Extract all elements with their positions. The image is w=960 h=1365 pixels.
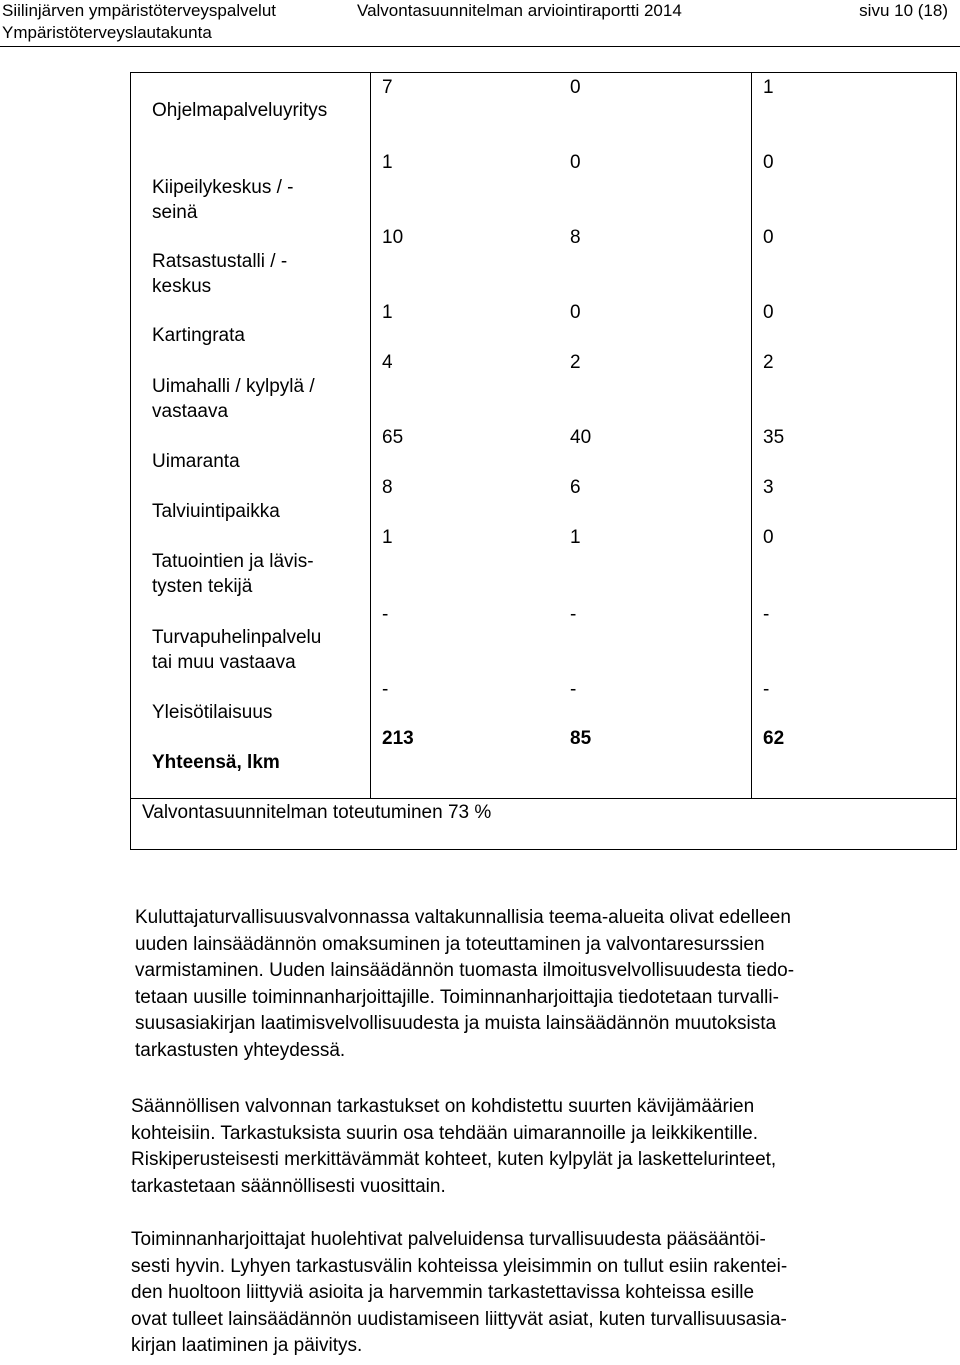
table-total-cell: 85 (570, 728, 592, 749)
table-cell: - (570, 679, 577, 700)
table-cell: 2 (570, 352, 581, 373)
table-cell: 0 (763, 152, 774, 173)
table-cell: - (382, 604, 389, 625)
header-org-line: Ympäristöterveyslautakunta (2, 23, 212, 42)
body-paragraph (135, 905, 950, 1064)
table-row-label: Uimahalli / kylpylä / vastaava (152, 376, 315, 422)
body-paragraph (131, 1094, 951, 1200)
table-total-cell: 213 (382, 728, 414, 749)
table-row-label: Kartingrata (152, 325, 245, 346)
table-cell: 1 (763, 77, 774, 98)
table-cell: 0 (570, 302, 581, 323)
table-border-right (956, 72, 957, 850)
table-cell: 1 (382, 302, 393, 323)
table-cell: 0 (763, 227, 774, 248)
table-border-top (130, 72, 957, 73)
table-total-label: Yhteensä, lkm (152, 752, 280, 773)
header-divider (0, 46, 960, 47)
table-row-label: Uimaranta (152, 451, 240, 472)
paragraph-line: Kuluttajaturvallisuusvalvonnassa valtakunnallisia teema-alueita olivat edelleen (135, 907, 791, 928)
table-row-label: Yleisötilaisuus (152, 702, 273, 723)
table-cell: - (570, 604, 577, 625)
table-cell: 1 (382, 527, 393, 548)
table-column-divider (370, 72, 371, 798)
header-page-number: sivu 10 (18) (859, 1, 948, 20)
paragraph-line: tarkastetaan säännöllisesti vuosittain. (131, 1175, 446, 1197)
table-cell: 1 (570, 527, 581, 548)
table-cell: 0 (570, 152, 581, 173)
body-paragraph (131, 1227, 951, 1360)
paragraph-line: suusasiakirjan laatimisvelvollisuudesta ja muista lainsäädännön muutoksista (135, 1013, 777, 1034)
table-row-label: Kiipeilykeskus / - seinä (152, 177, 294, 223)
table-cell: - (763, 679, 770, 700)
table-cell: 40 (570, 427, 592, 448)
table-row-label: Ratsastustalli / - keskus (152, 251, 288, 297)
paragraph-line: uuden lainsäädännön omaksuminen ja toteuttaminen ja valvontaresurssien (135, 933, 765, 955)
table-cell: 3 (763, 477, 774, 498)
header-report-title: Valvontasuunnitelman arviointiraportti 2014 (357, 1, 682, 20)
table-footer-divider (130, 798, 957, 799)
table-cell: 6 (570, 477, 581, 498)
paragraph-line: Säännöllisen valvonnan tarkastukset on kohdistettu suurten kävijämäärien (131, 1096, 755, 1117)
table-row-label: Talviuintipaikka (152, 501, 280, 522)
table-footer-realization: Valvontasuunnitelman toteutuminen 73 % (142, 802, 492, 823)
table-border-bottom (130, 849, 957, 850)
table-column-divider (751, 72, 752, 798)
header-organization (2, 0, 276, 44)
table-row-label: Turvapuhelinpalvelu tai muu vastaava (152, 627, 322, 673)
table-cell: 0 (763, 302, 774, 323)
table-cell: - (763, 604, 770, 625)
table-cell: 8 (382, 477, 393, 498)
paragraph-line: tetaan uusille toiminnanharjoittajille. Toiminnanharjoittajia tiedotetaan turvalli- (135, 986, 779, 1008)
table-cell: 7 (382, 77, 393, 98)
table-cell: 2 (763, 352, 774, 373)
table-cell: 10 (382, 227, 404, 248)
paragraph-line: sesti hyvin. Lyhyen tarkastusvälin kohteissa yleisimmin on tullut esiin rakentei- (131, 1255, 788, 1277)
paragraph-line: Toiminnanharjoittajat huolehtivat palveluidensa turvallisuudesta pääsääntöi- (131, 1229, 766, 1250)
inspection-table (130, 72, 957, 850)
table-cell: 0 (570, 77, 581, 98)
table-border-left (130, 72, 131, 850)
paragraph-line: kohteisiin. Tarkastuksista suurin osa tehdään uimarannoille ja leikkikentille. (131, 1122, 758, 1144)
table-cell: - (382, 679, 389, 700)
paragraph-line: den huoltoon liittyviä asioita ja harvemmin tarkastettavissa kohteissa esille (131, 1282, 755, 1303)
paragraph-line: ovat tulleet lainsäädännön uudistamiseen liittyvät asiat, kuten turvallisuusasia- (131, 1308, 787, 1330)
table-cell: 65 (382, 427, 404, 448)
table-total-cell: 62 (763, 728, 785, 749)
paragraph-line: tarkastusten yhteydessä. (135, 1039, 346, 1061)
table-cell: 0 (763, 527, 774, 548)
table-cell: 4 (382, 352, 393, 373)
header-org-line: Siilinjärven ympäristöterveyspalvelut (2, 1, 277, 20)
table-cell: 35 (763, 427, 785, 448)
paragraph-line: Riskiperusteisesti merkittävämmät kohteet, kuten kylpylät ja laskettelurinteet, (131, 1149, 777, 1170)
paragraph-line: varmistaminen. Uuden lainsäädännön tuomasta ilmoitusvelvollisuudesta tiedo- (135, 960, 795, 981)
table-row-label: Tatuointien ja lävis- tysten tekijä (152, 551, 314, 597)
paragraph-line: kirjan laatiminen ja päivitys. (131, 1335, 363, 1356)
table-cell: 1 (382, 152, 393, 173)
table-row-label: Ohjelmapalveluyritys (152, 100, 328, 121)
table-cell: 8 (570, 227, 581, 248)
